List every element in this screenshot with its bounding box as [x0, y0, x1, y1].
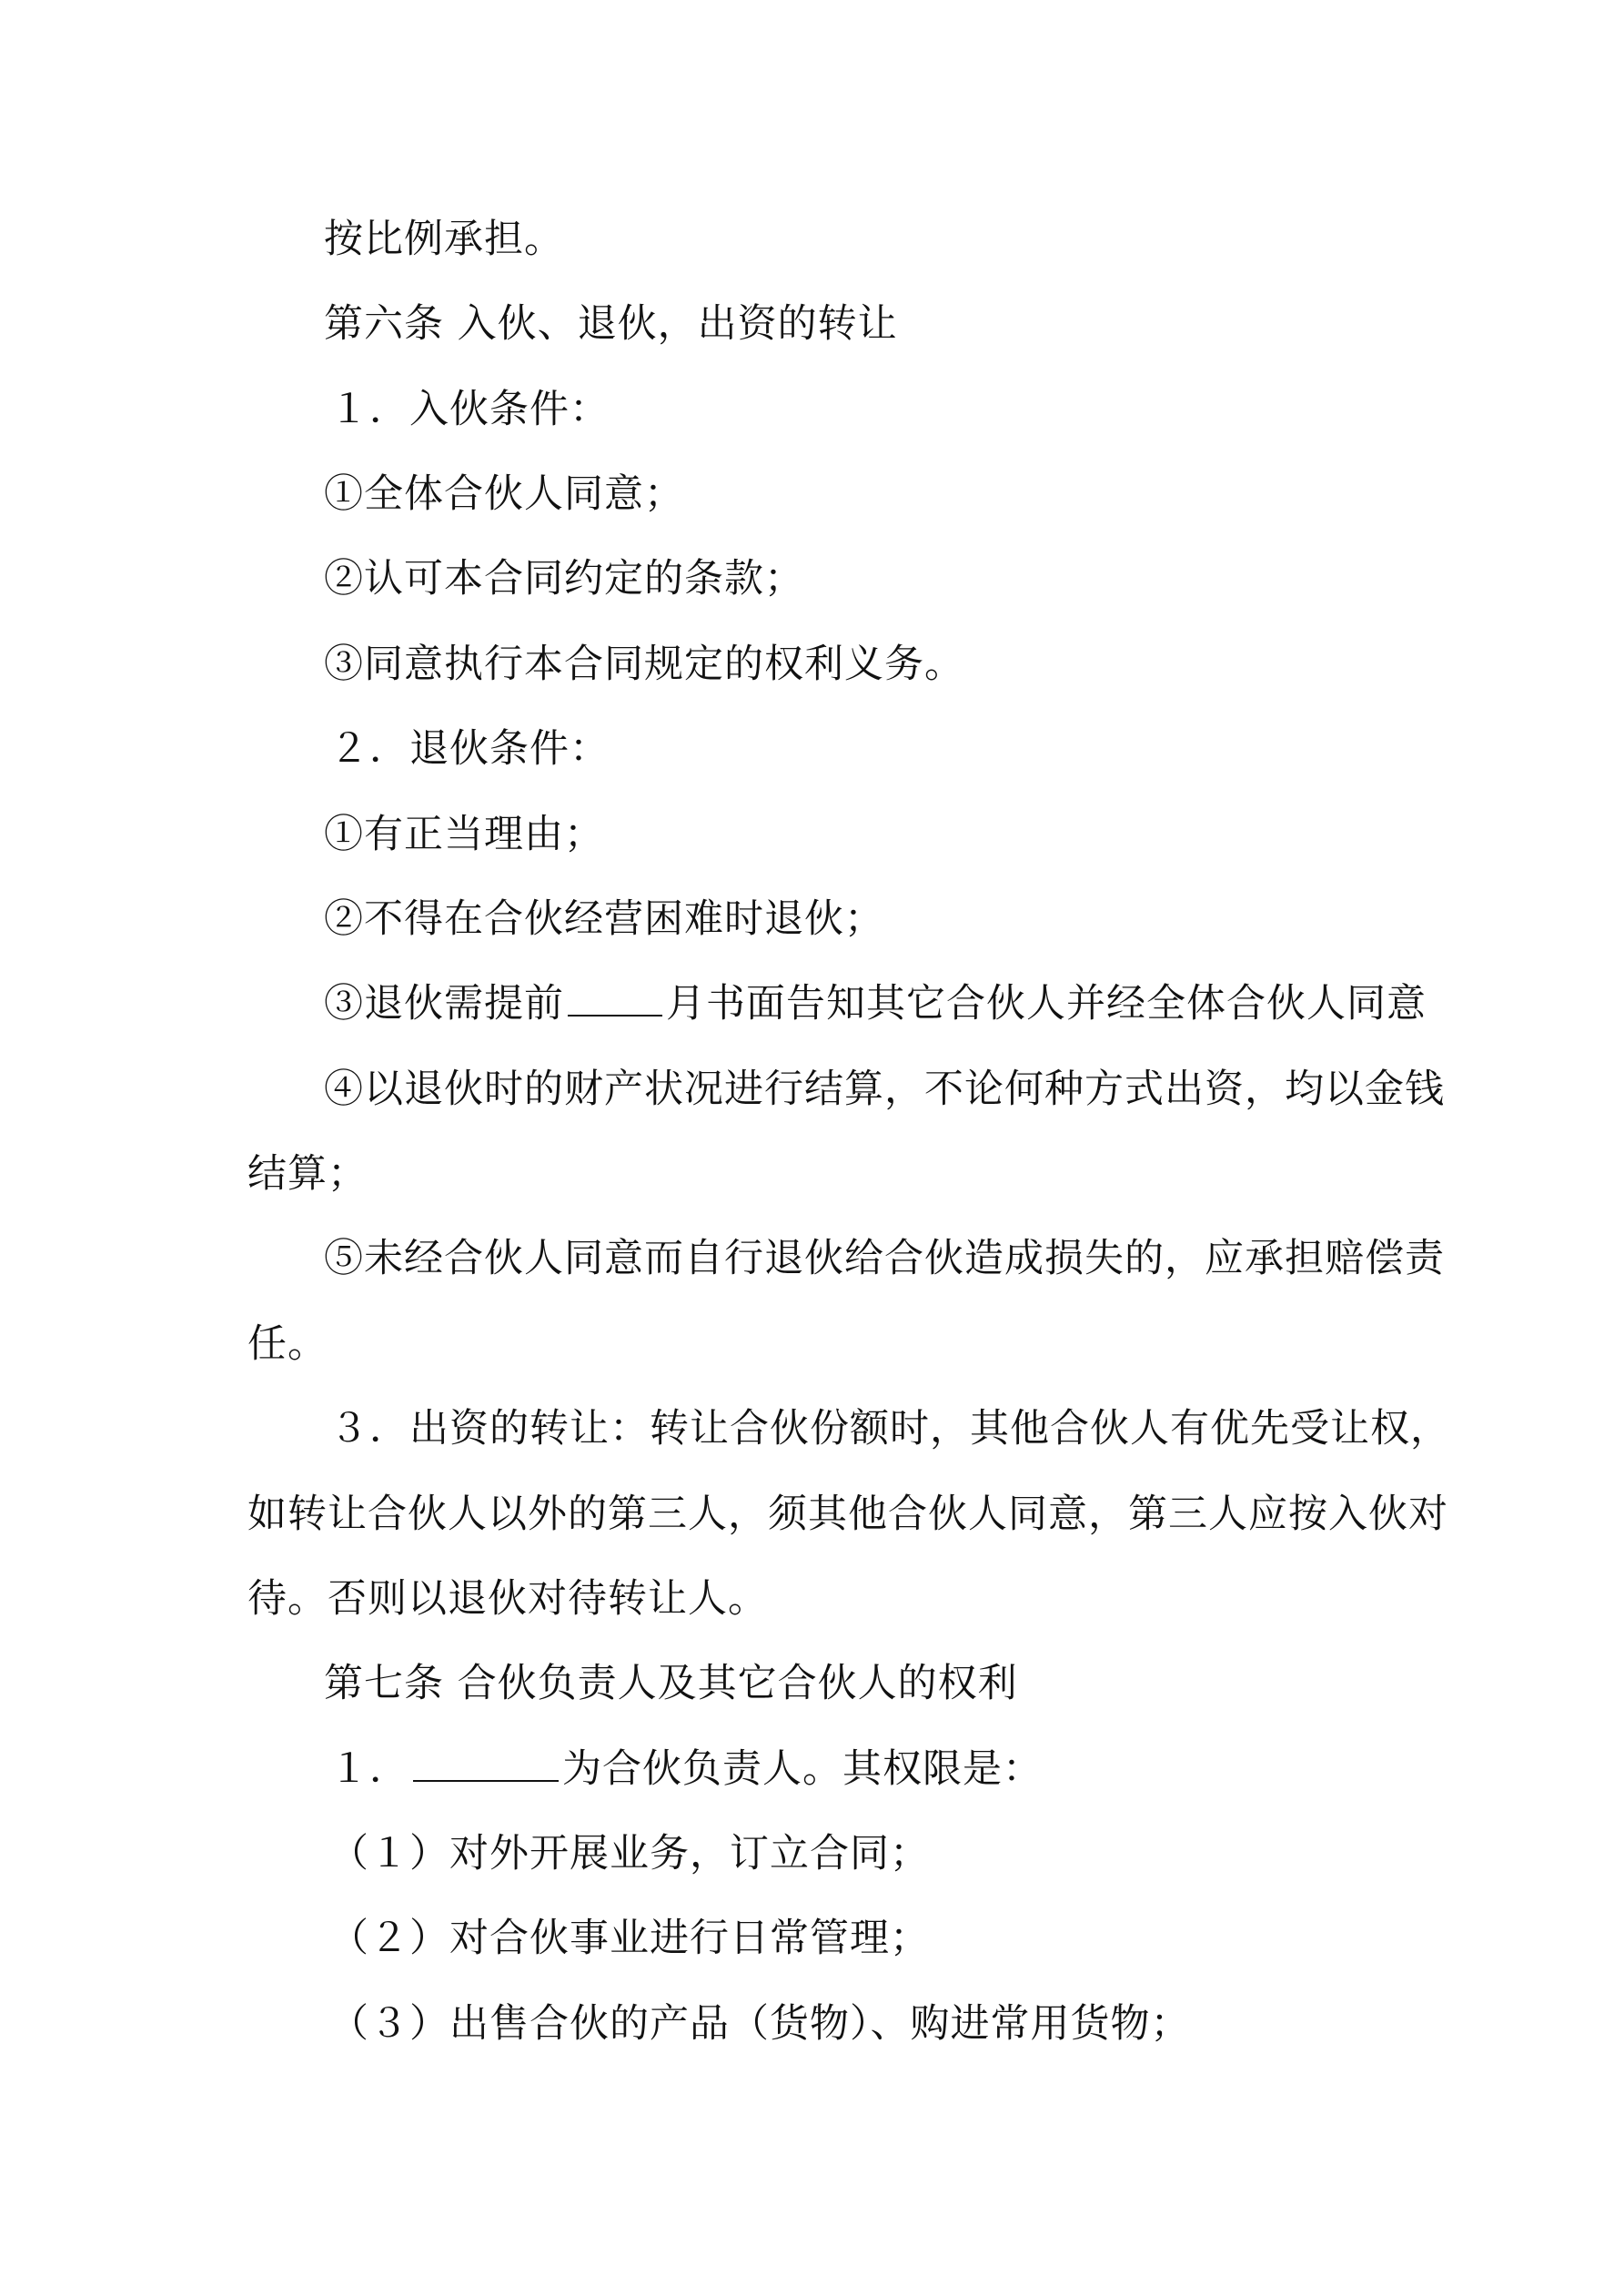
list-item: ②认可本合同约定的条款；	[324, 556, 804, 602]
text-line: 按比例承担。	[324, 217, 564, 262]
item-heading-capital-transfer: ３．出资的转让：转让合伙份额时，其他合伙人有优先受让权，	[329, 1406, 1450, 1451]
item-heading-joining-conditions: １．入伙条件：	[329, 387, 610, 432]
list-item-continuation: 结算；	[247, 1151, 368, 1197]
text-segment: １．	[329, 1746, 409, 1792]
text-segment: 为合伙负责人。其权限是：	[562, 1746, 1043, 1792]
list-item-continuation: 任。	[247, 1321, 328, 1367]
text-segment: 月书面告知其它合伙人并经全体合伙人同意	[666, 981, 1427, 1027]
item-heading-with-blank	[329, 1742, 1043, 1796]
item-heading-withdrawal-conditions: ２．退伙条件：	[329, 726, 610, 772]
fill-in-blank	[568, 978, 662, 1017]
list-item: （３）出售合伙的产品（货物）、购进常用货物；	[329, 2001, 1191, 2047]
list-item: ②不得在合伙经营困难时退伙；	[324, 896, 884, 942]
list-item: ①有正当理由；	[324, 812, 604, 857]
text-segment: ③退伙需提前	[324, 981, 564, 1027]
list-item-with-blank	[324, 976, 1427, 1031]
article-six-heading: 第六条 入伙、退伙，出资的转让	[324, 301, 898, 347]
list-item: ⑤未经合伙人同意而自行退伙给合伙造成损失的，应承担赔偿责	[324, 1236, 1445, 1281]
paragraph-continuation: 待。否则以退伙对待转让人。	[247, 1576, 768, 1622]
list-item: （１）对外开展业务，订立合同；	[329, 1831, 930, 1876]
list-item: ①全体合伙人同意；	[324, 471, 684, 517]
fill-in-blank	[413, 1744, 559, 1782]
list-item: ③同意执行本合同规定的权利义务。	[324, 642, 964, 687]
list-item: ④以退伙时的财产状况进行结算，不论何种方式出资，均以金钱	[324, 1067, 1445, 1112]
paragraph-continuation: 如转让合伙人以外的第三人，须其他合伙人同意，第三人应按入伙对	[247, 1492, 1448, 1537]
list-item: （２）对合伙事业进行日常管理；	[329, 1916, 930, 1961]
article-seven-heading: 第七条 合伙负责人及其它合伙人的权利	[324, 1661, 1018, 1706]
